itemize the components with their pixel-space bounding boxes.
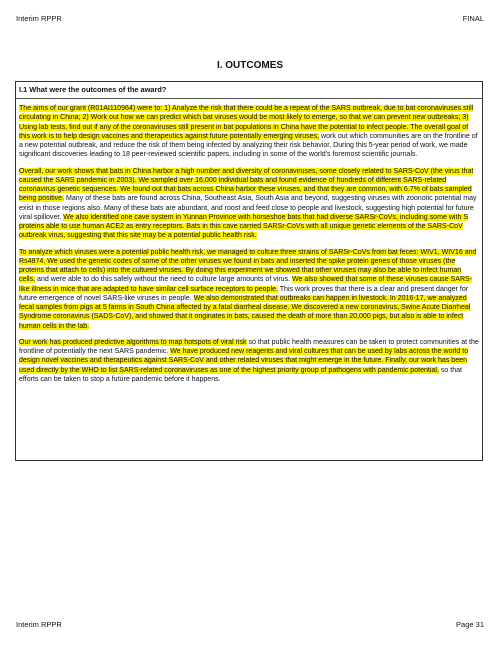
text-run: and were able to do this safely without the need to culture large amounts of virus. bbox=[35, 276, 293, 284]
highlighted-text: The aims of our grant (R01AI110964) were to: 1) Analyze the risk that there could be a repeat of the SARS outbreak, due to bat coronaviruses still circulating in China; 2) Work out how we can predict which bat viruses would be most likely to emerge, so that we can prevent new outbreaks; 3) Using lab tests, find out if any of the coronaviruses still present in bat populations in China have the potential to infect people. The overall goal of this work is to help design vaccines and therapeutics against future potentially emerging viruses, bbox=[19, 105, 474, 140]
highlighted-text: We have produced new reagents and viral cultures that can be used by labs across the world to design novel vaccines and therapeutics against SARS-CoV and other related viruses that might emerge in the future. Finally, our work has been used directly by the WHO to list SARS-related coronaviruses as one of the highest priority group of pathogens with pandemic potential, bbox=[19, 348, 469, 374]
text-run: so that efforts can be taken to stop a future pandemic before it happens. bbox=[19, 366, 463, 383]
footer-left: Interim RPPR bbox=[16, 620, 62, 629]
outcome-paragraph bbox=[19, 104, 479, 160]
header-left: Interim RPPR bbox=[16, 14, 62, 23]
outcome-paragraph bbox=[19, 248, 479, 331]
section-title: I. OUTCOMES bbox=[216, 60, 284, 71]
highlighted-text: Our work has produced predictive algorithms to map hotspots of viral risk bbox=[19, 338, 247, 346]
page-footer bbox=[16, 620, 484, 629]
header-right: FINAL bbox=[462, 14, 484, 23]
page-header bbox=[16, 14, 484, 23]
highlighted-text: We also identified one cave system in Yunnan Province with horseshoe bats that had diverse SARSr-CoVs, including some with S proteins able to use human ACE2 as entry receptors. Bats in this cave carried SARSr-CoVs with all unique genetic elements of the SARS-CoV outbreak virus, suggesting that this site may be a potential public health risk. bbox=[19, 213, 469, 240]
highlighted-text: We also demonstrated that outbreaks can happen in livestock. In 2016-17, we analyzed fecal samples from pigs at 5 farms in South China affected by a fatal diarrheal disease. We discovered a new coronavirus, Swine Acute Diarrheal Syndrome coronavirus (SADS-CoV), and showed that it originates in bats, caused the death of more than 20,000 pigs, but also is able to infect human cells in the lab. bbox=[19, 294, 471, 330]
outcome-paragraph bbox=[19, 338, 479, 384]
outcomes-text bbox=[16, 99, 482, 384]
outcomes-box bbox=[15, 81, 483, 461]
highlighted-text: We also showed that some of these viruses cause SARS-like illness in mice that are adapted to have similar cell surface receptors to people. bbox=[19, 276, 473, 293]
text-run: work out which communities are on the frontline of a new potential outbreak, and reduce the risk of them being infected by analyzing their risk behavior. During this 5-year period of work, we made significant discoveries leading to 18 peer-reviewed scientific papers, including in some of the world's foremost scientific journals. bbox=[19, 132, 478, 159]
highlighted-text: To analyze which viruses were a potential public health risk, we managed to culture three strains of SARSr-CoVs from bat feces: WIV1, WIV16 and Rs4874. We used the genetic codes of some of the other viruses we found in bats and inserted the spike protein genes of those viruses (the proteins that attach to cells) into the cultured viruses. By doing this experiment we showed that other viruses may also be able to infect human cells, bbox=[19, 248, 477, 284]
text-run: so that public health measures can be taken to protect communities at the frontline of potentially the next SARS pandemic. bbox=[19, 338, 479, 355]
text-run: This work proves that there is a clear and present danger for future emergence of novel SARS-like viruses in people. bbox=[19, 285, 469, 302]
highlighted-text: Overall, our work shows that bats in China harbor a high number and diversity of coronaviruses, some closely related to SARS-CoV (the virus that caused the SARS pandemic in 2003). We sampled over 16,000 individual bats and found evidence of hundreds of different SARS-related coronavirus genetic sequences. We found out that bats across China harbor these viruses, and that they are common, with 6.7% of bats sampled being positive. bbox=[19, 167, 474, 203]
question-heading: I.1 What were the outcomes of the award? bbox=[16, 82, 482, 99]
text-run: Many of these bats are found across China, Southeast Asia, South Asia and beyond, suggesting viruses with zoonotic potential may exist in those regions also. Many of these bats are abundant, and roost and feed close to people and livestock, suggesting high potential for future viral spillover. bbox=[19, 195, 477, 221]
page-number: Page 31 bbox=[456, 620, 484, 629]
outcome-paragraph bbox=[19, 167, 479, 241]
